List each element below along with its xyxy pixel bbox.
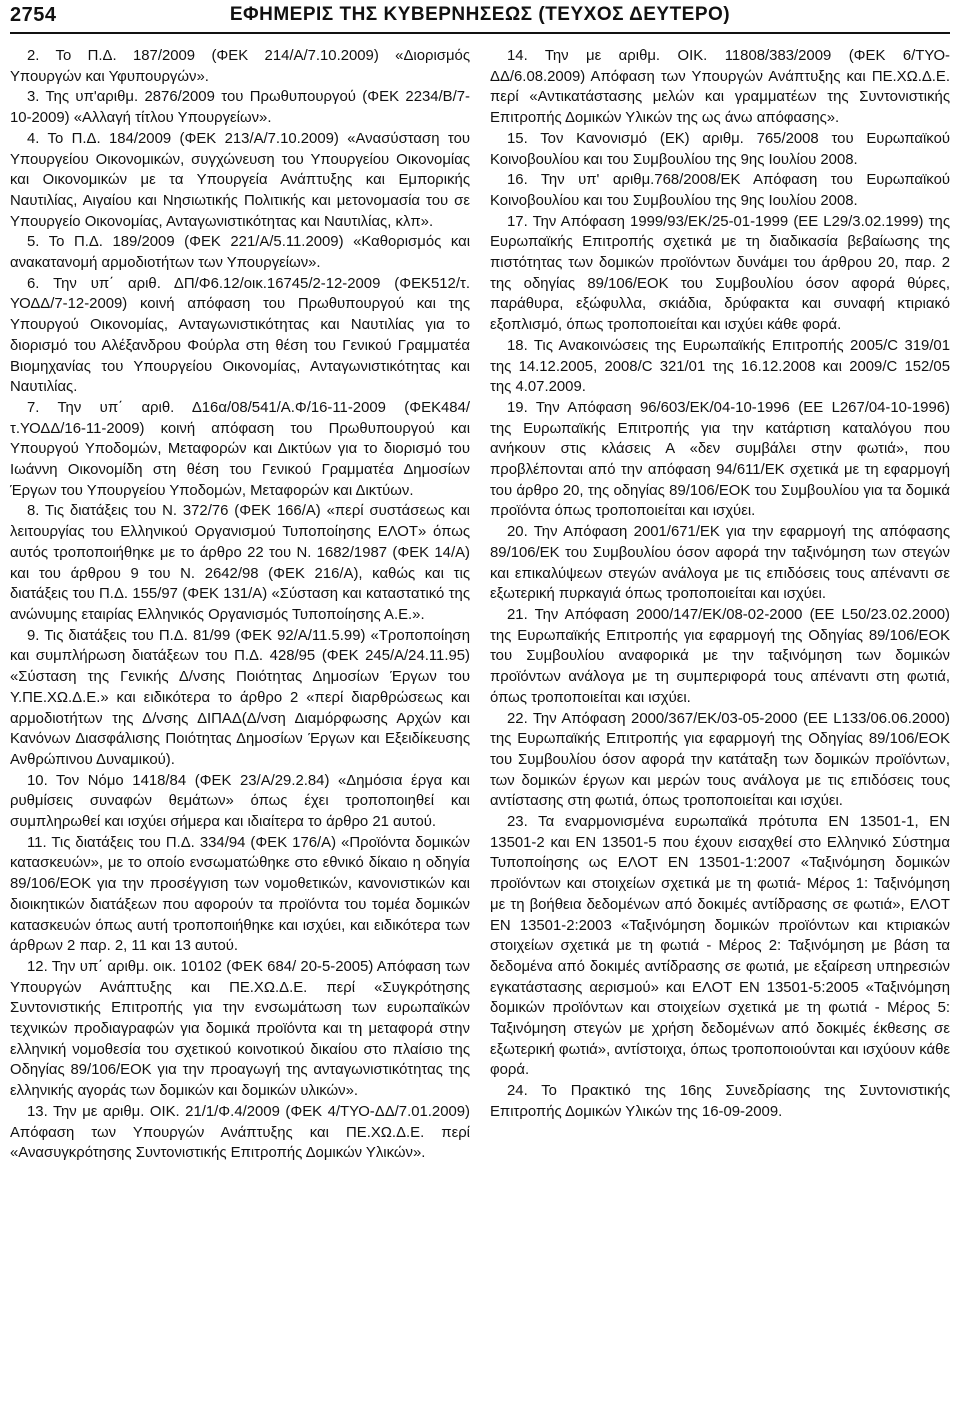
paragraph: 9. Τις διατάξεις του Π.Δ. 81/99 (ΦΕΚ 92/Α/11.5.99) «Τροποποίηση και συμπλήρωση διατάξεων του Π.Δ. 428/95 (ΦΕΚ 245/Α/24.11.95) «Σύσταση της Γενικής Δ/νσης Ποιότητας Δημοσίων Έργων του Υ.ΠΕ.ΧΩ.Δ.Ε.» και ειδικότερα το άρθρο 2 «περί διαρθρώσεως και αρμοδιοτήτων της Δ/νσης ΔΙΠΑΔ(Δ/νση Διαμόρφωσης Αρχών και Κανόνων Διασφάλισης Ποιότητας Δημοσίων Έργων και Εξειδίκευσης Ανθρώπινου Δυναμικού). — [10, 627, 470, 768]
left-column — [10, 46, 470, 1164]
paragraph: 19. Την Απόφαση 96/603/ΕΚ/04-10-1996 (ΕΕ L267/04-10-1996) της Ευρωπαϊκής Επιτροπής για την κατάρτιση καταλόγου που ανήκουν στις κλάσεις Α «δεν συμβάλει στην φωτιά», που προβλέπονται από την απόφαση 94/611/ΕΚ σχετικά με τη εφαρμογή του άρθρο 20, της οδηγίας 89/106/ΕΟΚ του Συμβουλίου για τα δομικά προϊόντα όπως τροποποιείται και ισχύει. — [490, 399, 950, 520]
paragraph: 14. Την με αριθμ. ΟΙΚ. 11808/383/2009 (ΦΕΚ 6/ΤΥΟ-ΔΔ/6.08.2009) Απόφαση των Υπουργών Ανάπτυξης και ΠΕ.ΧΩ.Δ.Ε. περί «Αντικατάστασης μελών και γραμματέων της Συντονιστικής Επιτροπής Δομικών Υλικών της ως άνω απόφασης». — [490, 48, 950, 127]
paragraph: 4. Το Π.Δ. 184/2009 (ΦΕΚ 213/Α/7.10.2009) «Ανασύσταση του Υπουργείου Οικονομικών, συγχώνευση του Υπουργείου Οικονομίας και Οικονομικών με τα Υπουργεία Ανάπτυξης και Εμπορικής Ναυτιλίας, Αιγαίου και Νησιωτικής Πολιτικής και μετονομασία του σε Υπουργείο Οικονομίας, Ανταγωνιστικότητας και Ναυτιλίας, κλπ». — [10, 130, 470, 230]
paragraph: 2. Το Π.Δ. 187/2009 (ΦΕΚ 214/Α/7.10.2009) «Διορισμός Υπουργών και Υφυπουργών». — [10, 48, 470, 85]
right-column — [490, 46, 950, 1164]
paragraph: 13. Την με αριθμ. ΟΙΚ. 21/1/Φ.4/2009 (ΦΕΚ 4/ΤΥΟ-ΔΔ/7.01.2009) Απόφαση των Υπουργών Ανάπτυξης και ΠΕ.ΧΩ.Δ.Ε. περί «Ανασυγκρότησης Συντονιστικής Επιτροπής Δομικών Υλικών». — [10, 1103, 470, 1162]
paragraph: 8. Τις διατάξεις του Ν. 372/76 (ΦΕΚ 166/Α) «περί συστάσεως και λειτουργίας του Ελληνικού Οργανισμού Τυποποίησης ΕΛΟΤ» όπως αυτός τροποποιήθηκε με το άρθρο 22 του Ν. 1682/1987 (ΦΕΚ 14/Α) και του άρθρου 9 του Ν. 2642/98 (ΦΕΚ 216/Α), καθώς και τις διατάξεις του Π.Δ. 155/97 (ΦΕΚ 131/Α) «Σύσταση και καταστατικό της ανώνυμης εταιρίας Ελληνικός Οργανισμός Τυποποίησης Α.Ε.». — [10, 503, 470, 623]
paragraph: 11. Τις διατάξεις του Π.Δ. 334/94 (ΦΕΚ 176/Α) «Προϊόντα δομικών κατασκευών», με το οποίο ενσωματώθηκε στο εθνικό δίκαιο η οδηγία 89/106/ΕΟΚ για την προσέγγιση των νομοθετικών, κανονιστικών και διοικητικών διατάξεων που αφορούν τα προϊόντα του τομέα δομικών κατασκευών όπως αυτή τροποποιήθηκε και ισχύει, και ειδικότερα των άρθρων 2 παρ. 2, 11 και 13 αυτού. — [10, 834, 470, 955]
paragraph: 22. Την Απόφαση 2000/367/ΕΚ/03-05-2000 (ΕΕ L133/06.06.2000) της Ευρωπαϊκής Επιτροπής για εφαρμογή της Οδηγίας 89/106/ΕΟΚ του Συμβουλίου όσον αφορά την κατάταξη των δομικών προϊόντων, των δομικών έργων και μερών τους ανάλογα με τις επιδόσεις τους αντίστασης στη φωτιά, όπως τροποποιείται και ισχύει. — [490, 710, 950, 810]
paragraph: 24. Το Πρακτικό της 16ης Συνεδρίασης της Συντονιστικής Επιτροπής Δομικών Υλικών της 16-09-2009. — [490, 1083, 950, 1120]
paragraph: 3. Της υπ'αριθμ. 2876/2009 του Πρωθυπουργού (ΦΕΚ 2234/Β/7-10-2009) «Αλλαγή τίτλου Υπουργείων». — [10, 89, 470, 127]
paragraph: 7. Την υπ΄ αριθ. Δ16α/08/541/Α.Φ/16-11-2009 (ΦΕΚ484/τ.ΥΟΔΔ/16-11-2009) κοινή απόφαση του Πρωθυπουργού και Υπουργού Υποδομών, Μεταφορών και Δικτύων για το διορισμό του Ιωάννη Οικονομίδη στη θέση του Γενικού Γραμματέα Δημοσίων Έργων του Υπουργείου Υποδομών, Μεταφορών και Δικτύων. — [10, 399, 470, 499]
gazette-title: ΕΦΗΜΕΡΙΣ ΤΗΣ ΚΥΒΕΡΝΗΣΕΩΣ (ΤΕΥΧΟΣ ΔΕΥΤΕΡΟ) — [229, 4, 731, 25]
paragraph: 16. Την υπ' αριθμ.768/2008/ΕΚ Απόφαση του Ευρωπαϊκού Κοινοβουλίου και του Συμβουλίου της 9ης Ιουλίου 2008. — [490, 172, 950, 209]
paragraph: 20. Την Απόφαση 2001/671/ΕΚ για την εφαρμογή της απόφασης 89/106/ΕΚ του Συμβουλίου όσον αφορά την ταξινόμηση των στεγών και επικαλύψεων στεγών ανάλογα με τις επιδόσεις τους απέναντι σε εξωτερική πυρκαγιά όπως τροποποιείται και ισχύει. — [490, 524, 950, 603]
paragraph: 21. Την Απόφαση 2000/147/ΕΚ/08-02-2000 (ΕΕ L50/23.02.2000) της Ευρωπαϊκής Επιτροπής για εφαρμογή της Οδηγίας 89/106/ΕΟΚ του Συμβουλίου αναφορικά με την ταξινόμηση των δομικών προϊόντων ανάλογα με τη συμπεριφορά τους απέναντι στη φωτιά, όπως τροποποιείται και ισχύει. — [490, 606, 950, 706]
page-number: 2754 — [10, 4, 57, 26]
page-header — [10, 0, 950, 34]
paragraph: 5. Το Π.Δ. 189/2009 (ΦΕΚ 221/Α/5.11.2009) «Καθορισμός και ανακατανομή αρμοδιοτήτων των Υπουργείων». — [10, 234, 470, 272]
paragraph: 23. Τα εναρμονισμένα ευρωπαϊκά πρότυπα ΕΝ 13501-1, ΕΝ 13501-2 και ΕΝ 13501-5 που έχουν εισαχθεί στο Ελληνικό Σύστημα Τυποποίησης ως ΕΛΟΤ ΕΝ 13501-1:2007 «Ταξινόμηση δομικών προϊόντων και στοιχείων σχετικά με τη φωτιά- Μέρος 1: Ταξινόμηση με τη βοήθεια δεδομένων από δοκιμές αντίδρασης σε φωτιά», ΕΛΟΤ ΕΝ 13501-2:2003 «Ταξινόμηση δομικών προϊόντων και κτιριακών στοιχείων σχετικά με τη φωτιά - Μέρος 2: Ταξινόμηση με βάση τα δεδομένα από δοκιμές αντίδρασης σε φωτιά, με εξαίρεση υπηρεσιών εγκατάστασης αερισμού» και ΕΛΟΤ ΕΝ 13501-5:2005 «Ταξινόμηση δομικών προϊόντων και στοιχείων σχετικά με τη φωτιά - Μέρος 5: Ταξινόμηση στεγών με χρήση δεδομένων από δοκιμές έκθεσης σε εξωτερική φωτιά», αντίστοιχα, όπως τροποποιούνται και ισχύουν κάθε φορά. — [490, 814, 950, 1079]
paragraph: 12. Την υπ΄ αριθμ. οικ. 10102 (ΦΕΚ 684/ 20-5-2005) Απόφαση των Υπουργών Ανάπτυξης και ΠΕ.ΧΩ.Δ.Ε. περί «Συγκρότησης Συντονιστικής Επιτροπής για την ενσωμάτωση των ευρωπαϊκών τεχνικών προδιαγραφών για δομικά προϊόντα και τη μεταφορά στην ελληνική νομοθεσία του σχετικού κοινοτικού δικαίου στο πλαίσιο της Οδηγίας 89/106/ΕΟΚ για την προαγωγή της ανταγωνιστικότητας της ελληνικής αγοράς των δομικών και δομικών υλικών». — [10, 958, 470, 1100]
paragraph: 10. Τον Νόμο 1418/84 (ΦΕΚ 23/Α/29.2.84) «Δημόσια έργα και ρυθμίσεις συναφών θεμάτων» όπως έχει τροποποιηθεί και συμπληρωθεί και ισχύει σήμερα και ιδιαίτερα το άρθρο 21 αυτού. — [10, 772, 470, 831]
text-columns — [10, 46, 950, 1164]
paragraph: 15. Τον Κανονισμό (ΕΚ) αριθμ. 765/2008 του Ευρωπαϊκού Κοινοβουλίου και του Συμβουλίου της 9ης Ιουλίου 2008. — [490, 130, 950, 168]
paragraph: 6. Την υπ΄ αριθ. ΔΠ/Φ6.12/οικ.16745/2-12-2009 (ΦΕΚ512/τ. ΥΟΔΔ/7-12-2009) κοινή απόφαση του Πρωθυπουργού και της Υπουργού Οικονομίας, Ανταγωνιστικότητας και Ναυτιλίας για το διορισμό του Αλέξανδρου Φούρλα στη θέση του Γενικού Γραμματέα Βιομηχανίας του Υπουργείου Οικονομίας, Ανταγωνιστικότητας και Ναυτιλίας. — [10, 275, 470, 396]
paragraph: 18. Τις Ανακοινώσεις της Ευρωπαϊκής Επιτροπής 2005/C 319/01 της 14.12.2005, 2008/C 321/01 της 16.12.2008 και 2009/C 152/05 της 4.07.2009. — [490, 337, 950, 396]
paragraph: 17. Την Απόφαση 1999/93/ΕΚ/25-01-1999 (ΕΕ L29/3.02.1999) της Ευρωπαϊκής Επιτροπής σχετικά με τη διαδικασία βεβαίωσης της πιστότητας των δομικών προϊόντων δυνάμει του άρθρου 20, παρ. 2 της οδηγίας 89/106/ΕΟΚ του Συμβουλίου όσον αφορά θύρες, παράθυρα, εξώφυλλα, σκιάδια, δρύφακτα και συναφή κτιριακό εξοπλισμό, όπως τροποποιείται και ισχύει κάθε φορά. — [490, 213, 950, 334]
